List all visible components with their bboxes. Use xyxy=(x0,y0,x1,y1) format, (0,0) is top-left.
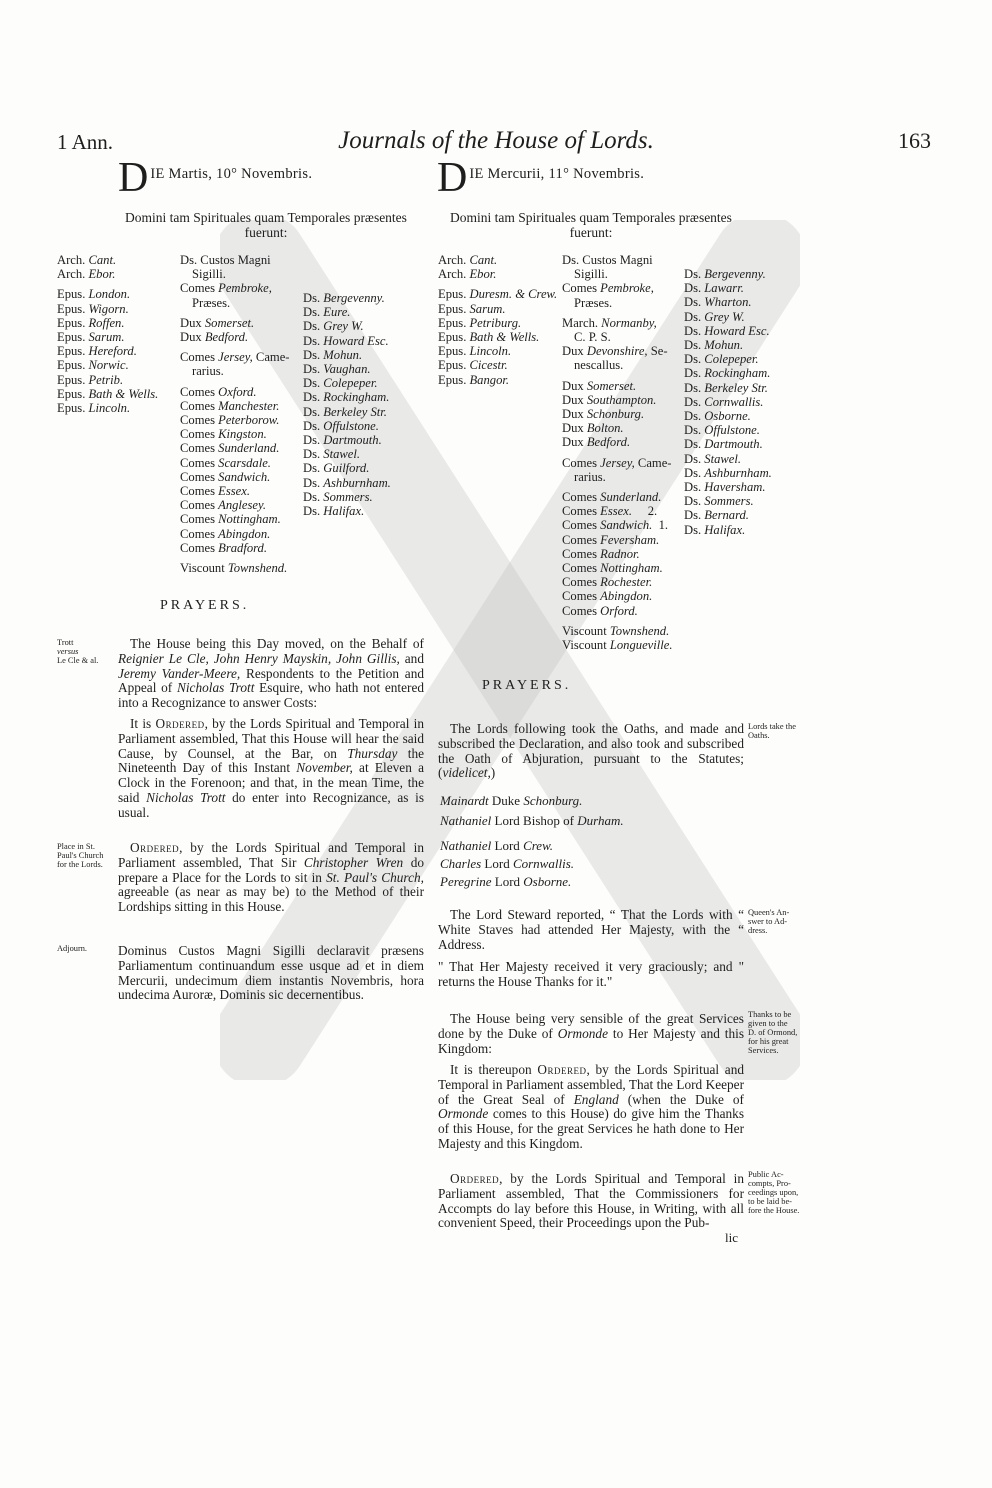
roll-entry: Comes Essex. xyxy=(180,484,250,499)
margin-line: Paul's Church xyxy=(57,851,104,860)
margin-line: swer to Ad- xyxy=(748,917,788,926)
roll-entry: Præses. xyxy=(192,295,231,310)
right-day-initial: D xyxy=(437,155,468,201)
roll-entry: Epus. Petrib. xyxy=(57,372,124,387)
right-present-1: Domini tam Spirituales quam Temporales præsentes xyxy=(450,210,732,225)
roll-entry: Ds. Ashburnham. xyxy=(684,465,772,480)
roll-entry: Epus. Bath & Wells. xyxy=(438,330,540,345)
roll-entry: Comes Sunderland. xyxy=(562,490,662,505)
roll-entry: Ds. Offulstone. xyxy=(684,423,760,438)
roll-entry: Dux Bedford. xyxy=(562,435,631,450)
roll-entry: Comes Orford. xyxy=(562,603,638,618)
roll-entry: Ds. Grey W. xyxy=(303,319,364,334)
margin-line: Lords take the xyxy=(748,722,796,731)
roll-entry: Sigilli. xyxy=(574,267,608,282)
margin-line: Public Ac- xyxy=(748,1170,784,1179)
roll-entry: Ds. Haversham. xyxy=(684,480,766,495)
roll-entry: Ds. Vaughan. xyxy=(303,362,371,377)
roll-entry: Comes Nottingham. xyxy=(562,561,663,576)
roll-entry: rarius. xyxy=(192,364,224,379)
roll-entry: Ds. Halifax. xyxy=(303,504,365,519)
roll-entry: Epus. Lincoln. xyxy=(57,401,131,416)
page-title xyxy=(0,127,992,155)
margin-line: ceedings upon, xyxy=(748,1188,799,1197)
roll-entry: Comes Scarsdale. xyxy=(180,455,271,470)
roll-entry: Epus. Sarum. xyxy=(57,330,125,345)
left-day-text: IE Martis, 10° Novembris. xyxy=(150,166,313,182)
margin-line: Trott xyxy=(57,638,74,647)
margin-line: Thanks to be xyxy=(748,1010,792,1019)
roll-entry: Ds. Rockingham. xyxy=(303,390,390,405)
roll-entry: Arch. Ebor. xyxy=(438,267,497,282)
right-margin-note-oaths xyxy=(748,722,818,740)
roll-entry: Ds. Stawel. xyxy=(684,451,742,466)
roll-entry: Præses. xyxy=(574,295,613,310)
right-roll-temporal xyxy=(562,253,672,652)
roll-entry: Ds. Eure. xyxy=(303,305,351,320)
roll-entry: Dux Somerset. xyxy=(180,315,255,330)
roll-entry: Comes Bradford. xyxy=(180,540,268,555)
roll-entry: Epus. Hereford. xyxy=(57,344,137,359)
roll-entry: Epus. Bangor. xyxy=(438,372,510,387)
margin-line: Oaths. xyxy=(748,731,770,740)
roll-entry: Comes Feversham. xyxy=(562,532,660,547)
roll-entry: Ds. Osborne. xyxy=(684,409,751,424)
roll-entry: Ds. Guilford. xyxy=(303,461,370,476)
roll-entry: Ds. Mohun. xyxy=(684,338,744,353)
right-para-received: " That Her Majesty received it very graciously; and " returns the House Thanks for it." xyxy=(438,959,744,989)
roll-entry: Epus. Duresm. & Crew. xyxy=(438,287,558,302)
right-para-thanks-order: It is thereupon Ordered, by the Lords Spiritual and Temporal in Parliament assembled, That the Lord Keeper of the Great Seal of England (when the Duke of Ormonde comes to this House) do give him the Thanks of this House, for the great Services he hath done to Her Majesty and this Kingdom. xyxy=(438,1062,744,1151)
roll-entry: Dux Schonburg. xyxy=(562,407,645,422)
page-title-text: Journals of the House of Lords. xyxy=(338,127,654,154)
roll-entry: Viscount Townshend. xyxy=(180,561,288,576)
left-roll-bishops xyxy=(57,253,158,415)
roll-entry: Epus. Cicestr. xyxy=(438,358,508,373)
right-day-heading xyxy=(437,155,645,201)
page-number: 163 xyxy=(898,128,931,153)
margin-line: compts, Pro- xyxy=(748,1179,791,1188)
margin-line: for his great xyxy=(748,1037,789,1046)
roll-entry: Ds. Mohun. xyxy=(303,347,363,362)
roll-entry: Ds. Sommers. xyxy=(303,489,373,504)
roll-entry: Comes Jersey, Came- xyxy=(562,455,672,470)
catchword: lic xyxy=(725,1230,738,1245)
roll-entry: Comes Nottingham. xyxy=(180,512,281,527)
roll-entry: Ds. Rockingham. xyxy=(684,366,771,381)
roll-entry: Dux Bedford. xyxy=(180,330,249,345)
left-para-stpauls: Ordered, by the Lords Spiritual and Temporal in Parliament assembled, That Sir Christopher Wren do prepare a Place for the Lords to sit in St. Paul's Church, agreeable (as near as may be) to the Method of their Lordships sitting in this House. xyxy=(118,840,424,915)
roll-entry: Viscount Longueville. xyxy=(562,638,673,653)
oath-entry: Charles Lord Cornwallis. xyxy=(440,856,574,871)
roll-entry: rarius. xyxy=(574,469,606,484)
roll-entry: Comes Essex. 2. xyxy=(562,504,658,519)
roll-entry: Epus. London. xyxy=(57,287,131,302)
right-roll-bishops xyxy=(438,253,557,387)
roll-entry: Arch. Cant. xyxy=(57,253,117,267)
left-margin-note-adjourn: Adjourn. xyxy=(57,944,88,953)
roll-entry: Ds. Dartmouth. xyxy=(303,433,382,448)
left-present-1: Domini tam Spirituales quam Temporales præsentes xyxy=(125,210,407,225)
margin-line: Le Cle & al. xyxy=(57,656,99,665)
roll-entry: C. P. S. xyxy=(574,330,611,345)
roll-entry: Epus. Roffen. xyxy=(57,315,125,330)
left-day-heading xyxy=(118,155,313,201)
roll-entry: Ds. Colepeper. xyxy=(684,352,759,367)
roll-entry: Ds. Howard Esc. xyxy=(684,323,770,338)
roll-entry: Ds. Custos Magni xyxy=(180,253,271,267)
roll-entry: Epus. Norwic. xyxy=(57,358,129,373)
roll-entry: Epus. Bath & Wells. xyxy=(57,386,159,401)
left-para-order-hearing: It is Ordered, by the Lords Spiritual and Temporal in Parliament assembled, That this House will hear the said Cause, by Counsel, at the Bar, on Thursday the Nineteenth Day of this Instant November, at Eleven a Clock in the Forenoon; and that, in the mean Time, the said Nicholas Trott do enter into Recognizance, as is usual. xyxy=(118,716,425,820)
left-margin-note-trott xyxy=(57,638,115,665)
roll-entry: Dux Devonshire, Se- xyxy=(562,344,668,359)
margin-line: dress. xyxy=(748,926,768,935)
left-present-line xyxy=(110,210,422,240)
roll-entry: Comes Anglesey. xyxy=(180,498,267,513)
oath-entry: Mainardt Duke Schonburg. xyxy=(440,793,583,808)
right-present-2: fuerunt: xyxy=(569,225,613,240)
roll-entry: Ds. Offulstone. xyxy=(303,418,379,433)
roll-entry: Ds. Berkeley Str. xyxy=(684,380,768,395)
right-para-accompts: Ordered, by the Lords Spiritual and Temporal in Parliament assembled, That the Commissioners for Accompts do lay before this House, in Writing, with all convenient Speed, their Proceedings upon the Pub- xyxy=(438,1171,744,1231)
right-para-steward: The Lord Steward reported, “ That the Lords with “ White Staves had attended Her Majesty, with the “ Address. xyxy=(438,907,744,952)
margin-line: fore the House. xyxy=(748,1206,800,1215)
roll-entry: Ds. Grey W. xyxy=(684,309,745,324)
roll-entry: Epus. Wigorn. xyxy=(57,301,129,316)
roll-entry: Ds. Bergevenny. xyxy=(684,267,766,281)
roll-entry: Comes Abingdon. xyxy=(562,589,653,604)
roll-entry: nescallus. xyxy=(574,358,624,373)
roll-entry: Dux Somerset. xyxy=(562,378,637,393)
roll-entry: Comes Abingdon. xyxy=(180,526,271,541)
roll-entry: Ds. Ashburnham. xyxy=(303,475,391,490)
left-roll-barons xyxy=(303,291,391,518)
roll-entry: Viscount Townshend. xyxy=(562,623,670,638)
roll-entry: Ds. Cornwallis. xyxy=(684,394,764,409)
margin-line: Place in St. xyxy=(57,842,95,851)
roll-entry: Comes Sandwich. xyxy=(180,469,271,484)
left-roll-temporal xyxy=(180,253,289,575)
left-para-adjourn: Dominus Custos Magni Sigilli declaravit præsens Parliamentum continuandum esse usque ad et in diem Mercurii, undecimum diem instantis Novembris, hora undecima Auroræ, Dominis sic decernentibus. xyxy=(118,943,424,1003)
right-present-line xyxy=(432,210,750,240)
running-head-left: 1 Ann. xyxy=(57,130,114,154)
left-day-initial: D xyxy=(118,155,149,201)
right-prayers-heading: PRAYERS. xyxy=(482,678,572,693)
roll-entry: Ds. Howard Esc. xyxy=(303,333,389,348)
margin-line: Queen's An- xyxy=(748,908,790,917)
roll-entry: Comes Rochester. xyxy=(562,575,653,590)
roll-entry: Dux Southampton. xyxy=(562,392,657,407)
roll-entry: Ds. Sommers. xyxy=(684,494,754,509)
roll-entry: Arch. Ebor. xyxy=(57,267,116,282)
left-margin-note-stpauls xyxy=(57,842,119,869)
margin-line: given to the xyxy=(748,1019,788,1028)
roll-entry: March. Normanby, xyxy=(562,315,657,330)
roll-entry: Ds. Bergevenny. xyxy=(303,291,385,305)
roll-entry: Dux Bolton. xyxy=(562,421,624,436)
roll-entry: Epus. Sarum. xyxy=(438,301,506,316)
roll-entry: Ds. Wharton. xyxy=(684,295,752,310)
roll-entry: Epus. Petriburg. xyxy=(438,315,522,330)
roll-entry: Ds. Bernard. xyxy=(684,508,749,523)
roll-entry: Comes Radnor. xyxy=(562,546,640,561)
right-roll-barons xyxy=(684,267,772,537)
roll-entry: Ds. Custos Magni xyxy=(562,253,653,267)
roll-entry: Epus. Lincoln. xyxy=(438,344,512,359)
left-para-trott: The House being this Day moved, on the Behalf of Reignier Le Cle, John Henry Mayskin, John Gillis, and Jeremy Vander-Meere, Respondents to the Petition and Appeal of Nicholas Trott Esquire, who hath not entered into a Recognizance to answer Costs: xyxy=(118,636,425,711)
margin-line: Services. xyxy=(748,1046,779,1055)
roll-entry: Comes Peterborow. xyxy=(180,413,280,428)
roll-entry: Comes Pembroke, xyxy=(180,281,272,296)
right-margin-note-answer xyxy=(748,908,818,935)
right-oath-list xyxy=(440,793,740,894)
margin-line: for the Lords. xyxy=(57,860,103,869)
oath-entry: Peregrine Lord Osborne. xyxy=(440,874,572,889)
right-para-oaths: The Lords following took the Oaths, and made and subscribed the Declaration, and also took and subscribed the Oath of Abjuration, pursuant to the Statutes; (videlicet,) xyxy=(438,721,744,781)
left-prayers-heading: PRAYERS. xyxy=(160,598,250,613)
right-para-services: The House being very sensible of the great Services done by the Duke of Ormonde to Her Majesty and this Kingdom: xyxy=(438,1011,744,1056)
left-present-2: fuerunt: xyxy=(244,225,288,240)
roll-entry: Ds. Dartmouth. xyxy=(684,437,763,452)
margin-line: versus xyxy=(57,647,79,656)
roll-entry: Ds. Halifax. xyxy=(684,522,746,537)
roll-entry: Ds. Stawel. xyxy=(303,447,361,462)
roll-entry: Comes Sunderland. xyxy=(180,441,280,456)
right-margin-note-thanks xyxy=(748,1010,818,1055)
roll-entry: Comes Kingston. xyxy=(180,427,267,442)
roll-entry: Comes Pembroke, xyxy=(562,281,654,296)
right-day-text: IE Mercurii, 11° Novembris. xyxy=(469,166,645,182)
roll-entry: Ds. Lawarr. xyxy=(684,281,744,296)
roll-entry: Comes Manchester. xyxy=(180,398,280,413)
roll-entry: Ds. Berkeley Str. xyxy=(303,404,387,419)
oath-entry: Nathaniel Lord Crew. xyxy=(440,838,554,853)
roll-entry: Sigilli. xyxy=(192,267,226,282)
oath-entry: Nathaniel Lord Bishop of Durham. xyxy=(440,813,624,828)
roll-entry: Arch. Cant. xyxy=(438,253,498,267)
roll-entry: Comes Sandwich. 1. xyxy=(562,518,669,533)
right-margin-note-accompts xyxy=(748,1170,818,1215)
roll-entry: Ds. Colepeper. xyxy=(303,376,378,391)
roll-entry: Comes Oxford. xyxy=(180,384,257,399)
roll-entry: Comes Jersey, Came- xyxy=(180,350,290,365)
margin-line: D. of Ormond, xyxy=(748,1028,798,1037)
margin-line: to be laid be- xyxy=(748,1197,792,1206)
